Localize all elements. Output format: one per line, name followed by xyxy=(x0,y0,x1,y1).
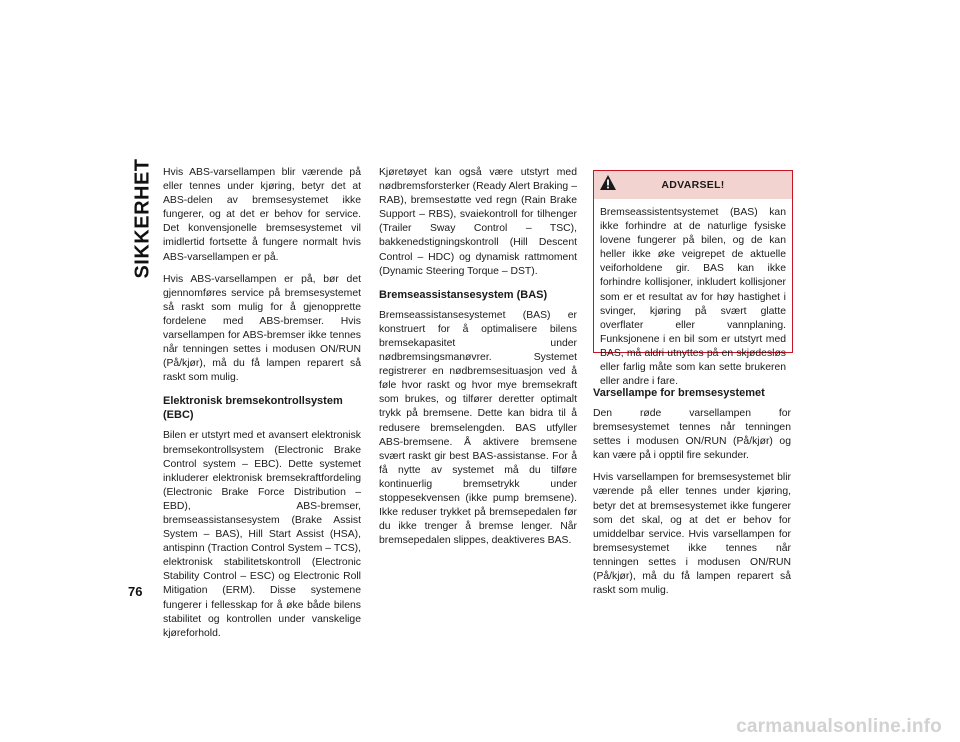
section-heading-bas: Bremseassistansesystem (BAS) xyxy=(379,288,548,301)
paragraph: Kjøretøyet kan også være utstyrt med nødbremsforsterker (Ready Alert Braking – RAB), bremsestøtte ved regn (Rain Brake Support – RBS), svaiekontroll for tilhenger (Trailer Sway Control – TSC), bakkenedstigningskontroll (Hill Descent Control – HDC) og dynamisk rattmoment (Dynamic Steering Torque – DST). xyxy=(379,167,577,277)
section-tab xyxy=(128,158,158,279)
warning-box xyxy=(593,170,793,388)
page-number: 76 xyxy=(128,584,143,599)
warning-body: Bremseassistentsystemet (BAS) kan ikke forhindre at de naturlige fysiske lovene fungerer på bilen, og de kan heller ikke øke veigrepet de aktuelle veiforholdene gir. BAS kan ikke forhindre kollisjoner, inkludert kollisjoner som er et resultat av for høy hastighet i svinger, kjøring på svært glatte overflater eller vannplaning. Funksjonene i en bil som er utstyrt med BAS, må aldri utnyttes på en skjødesløs eller farlig måte som kan sette brukeren eller andre i fare. xyxy=(600,207,786,388)
column-3 xyxy=(593,386,791,606)
section-tab-label: SIKKERHET xyxy=(131,158,154,279)
column-1 xyxy=(163,166,361,649)
section-heading-brake-warning-lamp: Varsellampe for bremsesystemet xyxy=(593,387,765,399)
section-heading-ebc: Elektronisk bremsekontrollsystem (EBC) xyxy=(163,395,343,422)
paragraph: Den røde varsellampen for bremsesystemet tennes når tenningen settes i modusen ON/RUN (På/kjør) og kan være på i opptil fire sekunder. xyxy=(593,408,791,462)
warning-header xyxy=(594,171,792,199)
watermark: carmanualsonline.info xyxy=(736,716,942,737)
paragraph: Hvis ABS-varsellampen er på, bør det gjennomføres service på bremsesystemet så raskt som mulig for å gjenopprette fordelene med ABS-bremser. Hvis varsellampen for ABS-bremser ikke tennes når tenningen settes i modusen ON/RUN (På/kjør), må du få lampen reparert så raskt som mulig. xyxy=(163,273,361,384)
warning-title: ADVARSEL! xyxy=(661,179,725,191)
paragraph: Hvis ABS-varsellampen blir værende på eller tennes under kjøring, betyr det at ABS-delen av bremsesystemet ikke fungerer, og at det er behov for service. Det konvensjonelle bremsesystemet vil imidlertid fortsette å fungere normalt hvis ABS-varsellampen er på. xyxy=(163,167,361,263)
column-2 xyxy=(379,166,577,556)
warning-triangle-icon xyxy=(599,174,617,191)
paragraph: Hvis varsellampen for bremsesystemet blir værende på eller tennes under kjøring, betyr det at bremsesystemet ikke fungerer som det skal, og at det er behov for umiddelbar service. Hvis varsellampen for bremsesystemet ikke tennes når tenningen settes i modusen ON/RUN (På/kjør), må du få lampen reparert så raskt som mulig. xyxy=(593,472,791,597)
paragraph: Bilen er utstyrt med et avansert elektronisk bremsekontrollsystem (Electronic Brake Control system – EBC). Dette systemet inkluderer elektronisk bremsekraftfordeling (Electronic Brake Force Distribution – EBD), ABS-bremser, bremseassistansesystem (Brake Assist System – BAS), Hill Start Assist (HSA), antispinn (Traction Control System – TCS), elektronisk stabilitetskontroll (Electronic Stability Control – ESC) og Electronic Roll Mitigation (ERM). Disse systemene fungerer i fellesskap for å øke både bilens stabilitet og kontrollen under vanskelige kjøreforhold. xyxy=(163,430,361,639)
paragraph: Bremseassistansesystemet (BAS) er konstruert for å optimalisere bilens bremsekapasitet under nødbremsingsmanøvrer. Systemet registrerer en nødbremsesituasjon ved å føle hvor raskt og hvor mye bremsekraft som brukes, og tilfører deretter optimalt trykk på bremsene. Dette kan bidra til å redusere bremselengden. BAS utfyller ABS-bremsene. Å aktivere bremsene svært raskt gir best BAS-assistanse. For å få nytte av systemet må du tilføre kontinuerlig bremsetrykk under stoppesekvensen (ikke pump bremsene). Ikke reduser trykket på bremsepedalen før du ikke trenger å bremse lenger. Når bremsepedalen slippes, deaktiveres BAS. xyxy=(379,309,577,547)
